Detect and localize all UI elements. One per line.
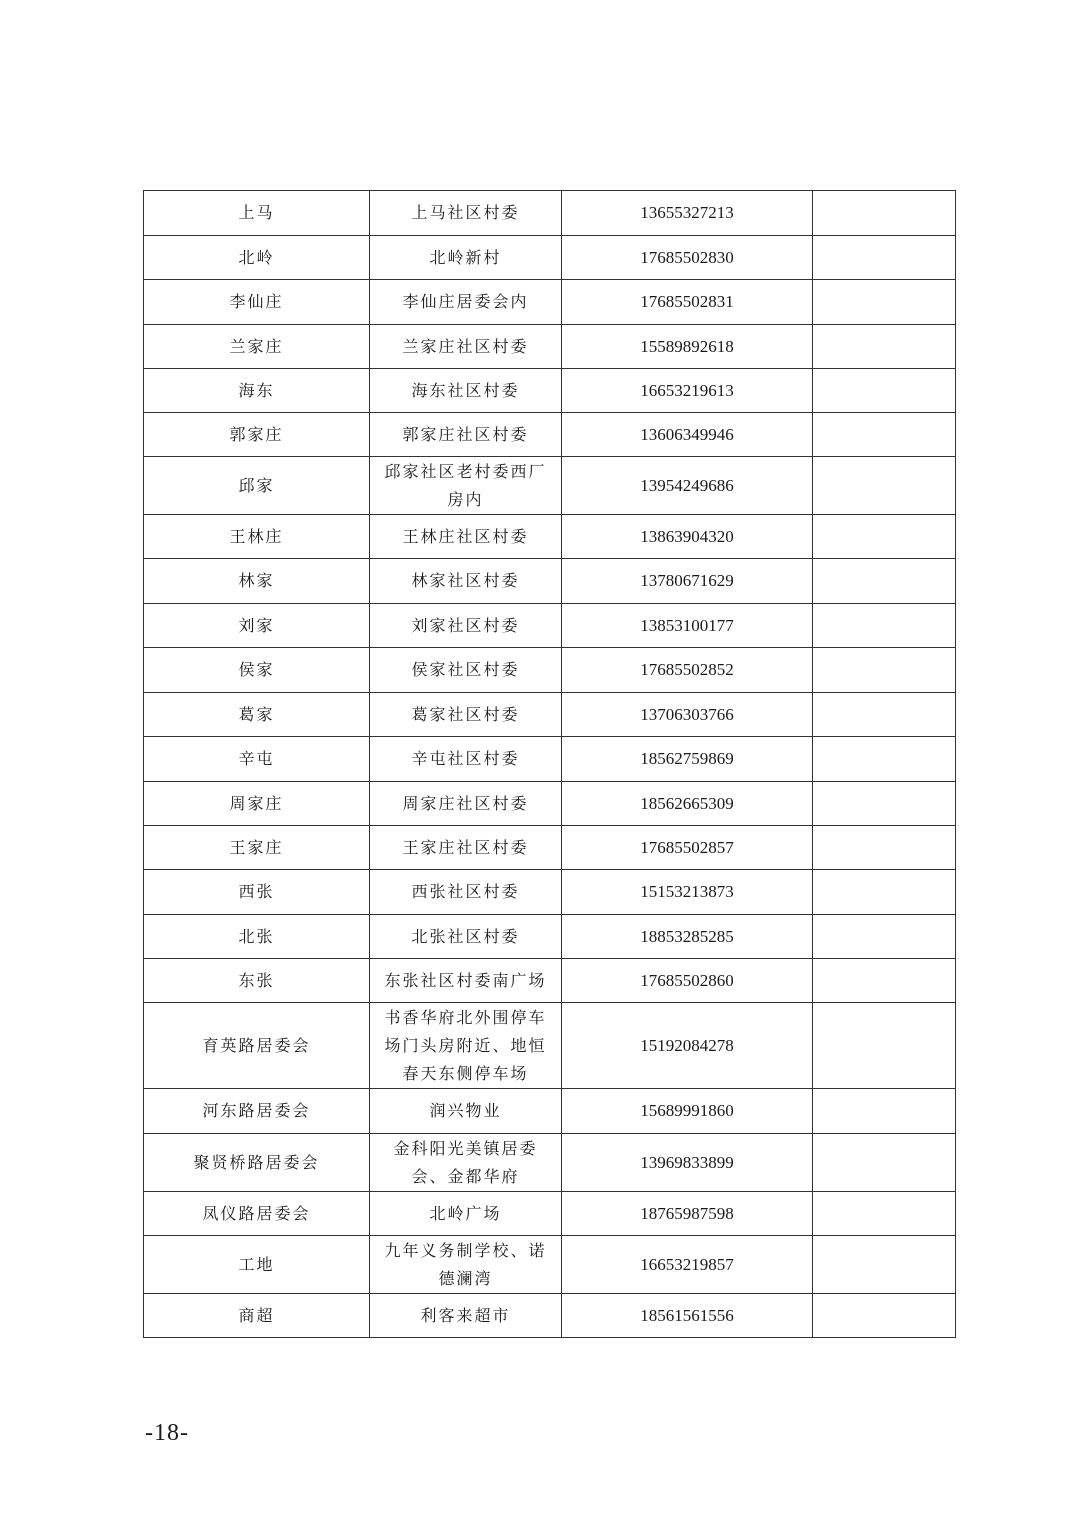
cell-phone: 15153213873	[562, 870, 813, 915]
cell-location: 利客来超市	[370, 1294, 562, 1338]
cell-location: 西张社区村委	[370, 870, 562, 915]
cell-phone: 15689991860	[562, 1089, 813, 1134]
cell-location: 北岭广场	[370, 1192, 562, 1236]
cell-name: 海东	[144, 369, 370, 413]
table-row	[144, 1134, 956, 1192]
cell-note	[813, 1236, 956, 1294]
cell-note	[813, 369, 956, 413]
cell-location: 侯家社区村委	[370, 648, 562, 693]
cell-location: 东张社区村委南广场	[370, 959, 562, 1003]
cell-name: 葛家	[144, 693, 370, 737]
table-row	[144, 959, 956, 1003]
cell-name: 侯家	[144, 648, 370, 693]
cell-location: 王林庄社区村委	[370, 515, 562, 559]
cell-location: 周家庄社区村委	[370, 782, 562, 826]
cell-note	[813, 325, 956, 369]
cell-location: 辛屯社区村委	[370, 737, 562, 782]
cell-phone: 15589892618	[562, 325, 813, 369]
table-row	[144, 782, 956, 826]
cell-phone: 18562759869	[562, 737, 813, 782]
cell-name: 西张	[144, 870, 370, 915]
table-row	[144, 1003, 956, 1089]
cell-note	[813, 559, 956, 604]
cell-phone: 16653219857	[562, 1236, 813, 1294]
table-body	[144, 191, 956, 1338]
cell-location: 林家社区村委	[370, 559, 562, 604]
cell-name: 聚贤桥路居委会	[144, 1134, 370, 1192]
cell-note	[813, 457, 956, 515]
cell-note	[813, 413, 956, 457]
table-row	[144, 413, 956, 457]
table-row	[144, 1294, 956, 1338]
cell-name: 东张	[144, 959, 370, 1003]
cell-name: 北张	[144, 915, 370, 959]
cell-location: 邱家社区老村委西厂房内	[370, 457, 562, 515]
cell-location: 上马社区村委	[370, 191, 562, 236]
cell-note	[813, 648, 956, 693]
cell-name: 林家	[144, 559, 370, 604]
contact-table	[143, 190, 956, 1338]
cell-name: 刘家	[144, 604, 370, 648]
cell-name: 邱家	[144, 457, 370, 515]
table-row	[144, 915, 956, 959]
cell-location: 郭家庄社区村委	[370, 413, 562, 457]
cell-phone: 16653219613	[562, 369, 813, 413]
cell-location: 李仙庄居委会内	[370, 280, 562, 325]
cell-name: 郭家庄	[144, 413, 370, 457]
cell-location: 兰家庄社区村委	[370, 325, 562, 369]
cell-name: 北岭	[144, 236, 370, 280]
cell-note	[813, 693, 956, 737]
cell-note	[813, 191, 956, 236]
table-row	[144, 191, 956, 236]
cell-phone: 13655327213	[562, 191, 813, 236]
table-row	[144, 369, 956, 413]
cell-phone: 17685502860	[562, 959, 813, 1003]
cell-note	[813, 737, 956, 782]
cell-note	[813, 515, 956, 559]
cell-phone: 18562665309	[562, 782, 813, 826]
cell-phone: 17685502857	[562, 826, 813, 870]
table-row	[144, 325, 956, 369]
cell-location: 九年义务制学校、诺德澜湾	[370, 1236, 562, 1294]
cell-location: 润兴物业	[370, 1089, 562, 1134]
table-row	[144, 648, 956, 693]
table-row	[144, 1089, 956, 1134]
cell-name: 工地	[144, 1236, 370, 1294]
cell-name: 河东路居委会	[144, 1089, 370, 1134]
cell-phone: 17685502831	[562, 280, 813, 325]
cell-note	[813, 1192, 956, 1236]
cell-name: 兰家庄	[144, 325, 370, 369]
cell-note	[813, 1089, 956, 1134]
cell-note	[813, 782, 956, 826]
table-row	[144, 280, 956, 325]
cell-name: 商超	[144, 1294, 370, 1338]
cell-phone: 13780671629	[562, 559, 813, 604]
table-row	[144, 1192, 956, 1236]
cell-location: 北张社区村委	[370, 915, 562, 959]
cell-note	[813, 236, 956, 280]
table-row	[144, 1236, 956, 1294]
cell-location: 海东社区村委	[370, 369, 562, 413]
table-row	[144, 693, 956, 737]
cell-phone: 18561561556	[562, 1294, 813, 1338]
page-number: -18-	[145, 1420, 189, 1446]
cell-location: 王家庄社区村委	[370, 826, 562, 870]
table-row	[144, 826, 956, 870]
cell-phone: 13863904320	[562, 515, 813, 559]
cell-location: 刘家社区村委	[370, 604, 562, 648]
cell-phone: 15192084278	[562, 1003, 813, 1089]
cell-note	[813, 959, 956, 1003]
cell-note	[813, 826, 956, 870]
cell-name: 王家庄	[144, 826, 370, 870]
cell-phone: 18765987598	[562, 1192, 813, 1236]
cell-name: 上马	[144, 191, 370, 236]
cell-name: 凤仪路居委会	[144, 1192, 370, 1236]
cell-phone: 13969833899	[562, 1134, 813, 1192]
table-row	[144, 737, 956, 782]
cell-note	[813, 1134, 956, 1192]
table-row	[144, 870, 956, 915]
cell-phone: 17685502830	[562, 236, 813, 280]
cell-phone: 13706303766	[562, 693, 813, 737]
cell-note	[813, 870, 956, 915]
cell-phone: 18853285285	[562, 915, 813, 959]
cell-note	[813, 915, 956, 959]
table-row	[144, 559, 956, 604]
cell-phone: 17685502852	[562, 648, 813, 693]
table-row	[144, 457, 956, 515]
table-row	[144, 236, 956, 280]
cell-name: 周家庄	[144, 782, 370, 826]
cell-note	[813, 1003, 956, 1089]
cell-name: 李仙庄	[144, 280, 370, 325]
cell-phone: 13853100177	[562, 604, 813, 648]
cell-name: 育英路居委会	[144, 1003, 370, 1089]
cell-location: 书香华府北外围停车场门头房附近、地恒春天东侧停车场	[370, 1003, 562, 1089]
cell-phone: 13954249686	[562, 457, 813, 515]
cell-name: 王林庄	[144, 515, 370, 559]
cell-location: 北岭新村	[370, 236, 562, 280]
cell-location: 金科阳光美镇居委会、金都华府	[370, 1134, 562, 1192]
cell-phone: 13606349946	[562, 413, 813, 457]
table-row	[144, 604, 956, 648]
table-row	[144, 515, 956, 559]
cell-note	[813, 604, 956, 648]
cell-note	[813, 280, 956, 325]
cell-note	[813, 1294, 956, 1338]
cell-name: 辛屯	[144, 737, 370, 782]
cell-location: 葛家社区村委	[370, 693, 562, 737]
